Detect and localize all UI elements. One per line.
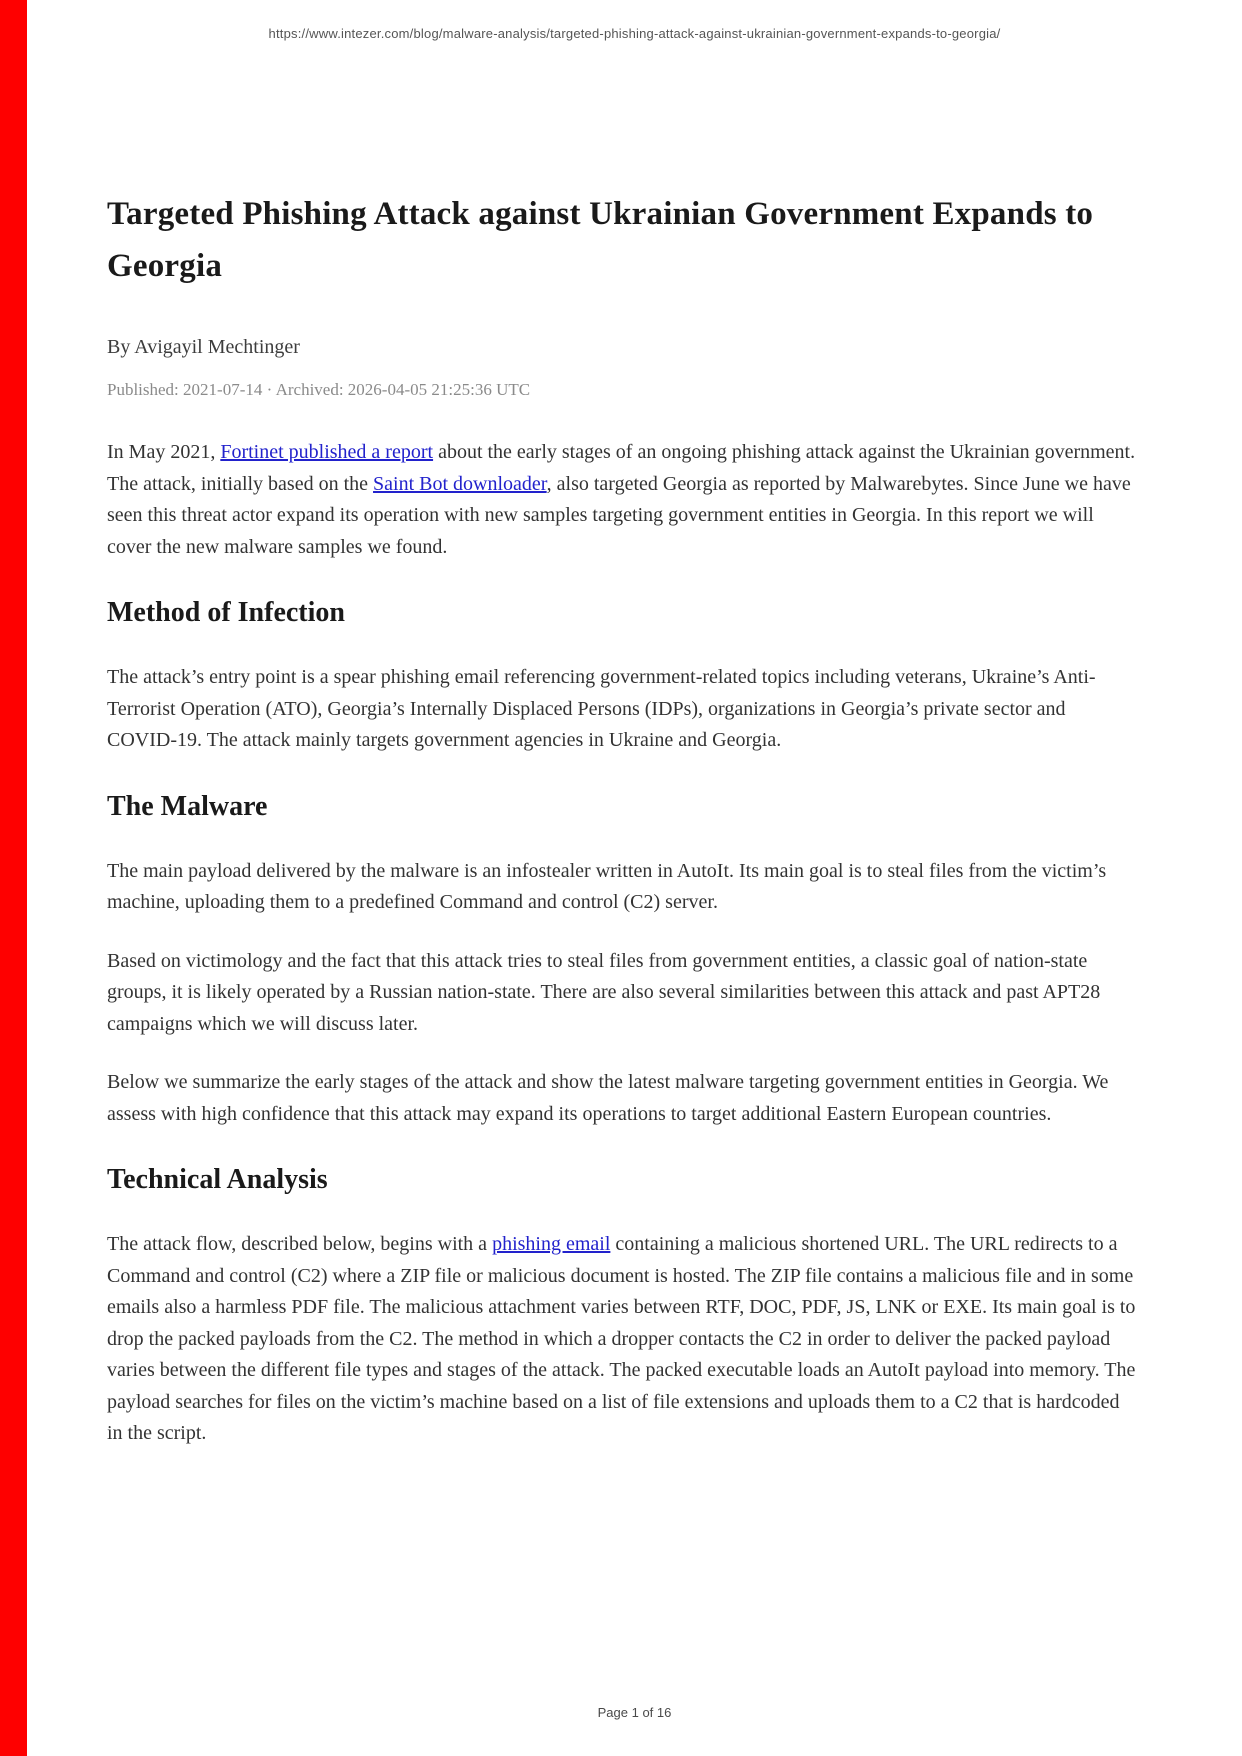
- inline-link[interactable]: Fortinet published a report: [220, 441, 434, 463]
- body-paragraph: [107, 662, 1139, 757]
- paragraph-text: The attack flow, described below, begins with a: [107, 1233, 493, 1255]
- page-title: Targeted Phishing Attack against Ukrainian Government Expands to Georgia: [107, 196, 1094, 284]
- paragraph-text: , also targeted Georgia as reported by Malwarebytes. Since June we have seen this threat actor expand its operation with new samples targeting government entities in Georgia. In this report we will cover the new malware samples we found.: [107, 472, 1131, 558]
- section-heading: Method of Infection: [107, 597, 345, 628]
- section-heading: Technical Analysis: [107, 1164, 328, 1195]
- paragraph-text: about the early stages of an ongoing phishing attack against the Ukrainian government. The attack, initially based on the: [107, 441, 1136, 495]
- paragraph-text: The main payload delivered by the malware is an infostealer written in AutoIt. Its main goal is to steal files from the victim’s machine, uploading them to a predefined Command and control (C2) server.: [107, 859, 1107, 913]
- inline-link[interactable]: phishing email: [492, 1233, 611, 1255]
- body-paragraph: [107, 1067, 1139, 1130]
- paragraph-text: Below we summarize the early stages of the attack and show the latest malware targeting government entities in Georgia. We assess with high confidence that this attack may expand its operations to target additional Eastern European countries.: [107, 1071, 1109, 1125]
- paragraph-text: containing a malicious shortened URL. The URL redirects to a Command and control (C2) where a ZIP file or malicious document is hosted. The ZIP file contains a malicious file and in some emails also a harmless PDF file. The malicious attachment varies between RTF, DOC, PDF, JS, LNK or EXE. Its main goal is to drop the packed payloads from the C2. The method in which a dropper contacts the C2 in order to deliver the packed payload varies between the different file types and stages of the attack. The packed executable loads an AutoIt payload into memory. The payload searches for files on the victim’s machine based on a list of file extensions and uploads them to a C2 that is hardcoded in the script.: [107, 1233, 1136, 1444]
- body-paragraph: [107, 437, 1139, 563]
- archive-edge-stripe: [0, 0, 27, 1756]
- paragraph-text: Based on victimology and the fact that this attack tries to steal files from government entities, a classic goal of nation-state groups, it is likely operated by a Russian nation-state. There are also several similarities between this attack and past APT28 campaigns which we will discuss later.: [107, 949, 1101, 1035]
- publish-archive-meta: Published: 2021-07-14 · Archived: 2026-04-05 21:25:36 UTC: [107, 380, 531, 399]
- article-content: [107, 188, 1139, 1477]
- source-url: https://www.intezer.com/blog/malware-analysis/targeted-phishing-attack-against-ukrainian-government-expands-to-georgia/: [268, 26, 1001, 41]
- paragraph-text: In May 2021,: [107, 441, 221, 463]
- byline: By Avigayil Mechtinger: [107, 336, 300, 358]
- body-paragraph: [107, 1229, 1139, 1450]
- inline-link[interactable]: Saint Bot downloader: [373, 472, 547, 495]
- body-paragraph: [107, 856, 1139, 919]
- article-body: [107, 437, 1139, 1450]
- page-indicator: Page 1 of 16: [597, 1705, 672, 1720]
- paragraph-text: The attack’s entry point is a spear phishing email referencing government-related topics including veterans, Ukraine’s Anti-Terrorist Operation (ATO), Georgia’s Internally Displaced Persons (IDPs), organizations in Georgia’s private sector and COVID-19. The attack mainly targets government agencies in Ukraine and Georgia.: [107, 666, 1096, 751]
- body-paragraph: [107, 946, 1139, 1041]
- section-heading: The Malware: [107, 790, 268, 822]
